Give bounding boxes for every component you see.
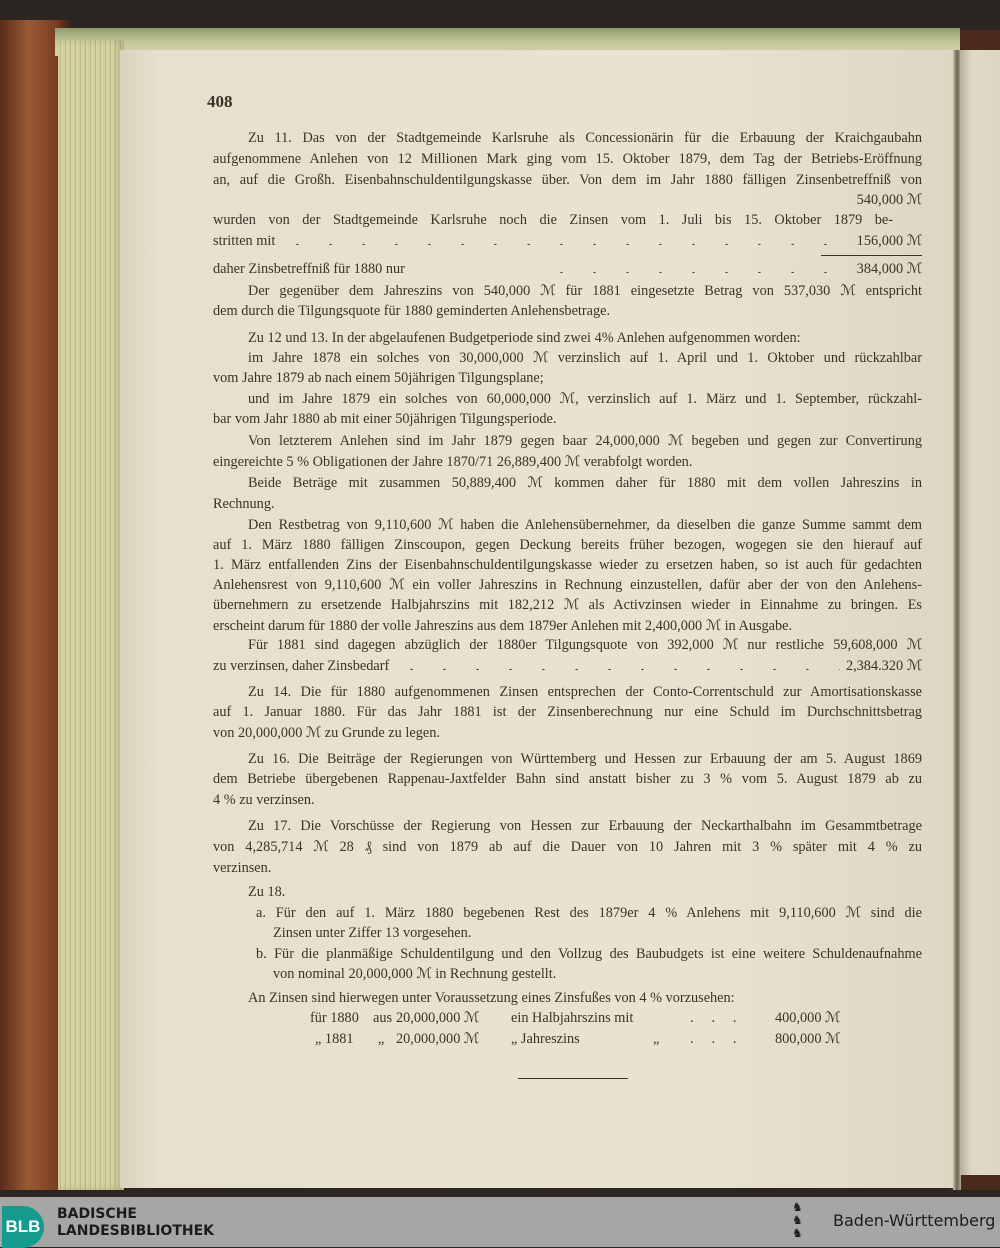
cell-ditto: „ [653,1031,660,1047]
lions-coat-of-arms-icon: ♞ ♞ ♞ [792,1200,803,1240]
leader-label: stritten mit [213,233,276,249]
list-item-b-cont: von nominal 20,000,000 ℳ in Rechnung gestellt. [273,966,557,982]
text-line: von 20,000,000 ℳ zu Grunde zu legen. [213,725,440,741]
cell-desc: ein Halbjahrszins mit [511,1010,634,1026]
leader-amount: 2,384.320 ℳ [845,658,922,674]
text-line: Von letzterem Anlehen sind im Jahr 1879 gegen baar 24,000,000 ℳ begeben und gegen zur Convertirung [248,433,922,449]
text-line: vom Jahre 1879 ab nach einem 50jährigen Tilgungsplane; [213,370,544,386]
text-line: Zu 14. Die für 1880 aufgenommenen Zinsen entsprechen der Conto-Correntschuld zur Amortisationskasse [248,684,922,700]
sum-rule [821,255,922,256]
leader-line [213,231,922,251]
page-side-edges [58,40,124,1190]
text-line: von 4,285,714 ℳ 28 ₰ sind von 1879 ab auf die Dauer von 10 Jahren mit 3 % später mit 4 % zu [213,839,922,855]
text-line: dem Betriebe übergebenen Rappenau-Jaxtfelder Bahn sind anstatt bisher zu 3 % vom 5. August 1879 ab zu [213,771,922,787]
text-line: eingereichte 5 % Obligationen der Jahre 1870/71 26,889,400 ℳ verabfolgt worden. [213,454,693,470]
leader-amount: 156,000 ℳ [856,233,922,249]
cell-amount: 800,000 ℳ [775,1031,841,1047]
text-line: wurden von der Stadtgemeinde Karlsruhe noch die Zinsen vom 1. Juli bis 15. Oktober 1879 be- [213,212,893,228]
text-line: Der gegenüber dem Jahreszins von 540,000 ℳ für 1881 eingesetzte Betrag von 537,030 ℳ entspricht [248,283,922,299]
text-line: Zu 18. [248,884,286,900]
text-line: Zu 11. Das von der Stadtgemeinde Karlsruhe als Concessionärin für die Erbauung der Kraichgaubahn [248,130,922,146]
text-line: verzinsen. [213,860,272,876]
text-line: 1. März entfallenden Zins der Eisenbahnschuldentilgungskasse wieder zu ersetzen haben, so ist auch für gedachten [213,557,922,573]
text-line: erscheint darum für 1880 der volle Jahreszins aus dem 1879er Anlehen mit 2,400,000 ℳ in Ausgabe. [213,618,793,634]
leader-label: daher Zinsbetreffniß für 1880 nur [213,261,405,277]
footer-bar [0,1197,1000,1247]
text-line: bar vom Jahr 1880 ab mit einer 50jährigen Tilgungsperiode. [213,411,557,427]
cell-capital: 20,000,000 ℳ [396,1031,480,1047]
cell-pre: aus [373,1010,393,1026]
amount-line: 540,000 ℳ [856,192,922,208]
text-line: dem durch die Tilgungsquote für 1880 geminderten Anlehensbetrage. [213,303,611,319]
text-line: Beide Beträge mit zusammen 50,889,400 ℳ kommen daher für 1880 mit dem vollen Jahreszins in [248,475,922,491]
text-line: auf 1. März 1880 fälligen Zinscoupon, gegen Deckung bereits früher bezogen, wogegen sie den hierauf auf [213,537,922,553]
text-line: 4 % zu verzinsen. [213,792,315,808]
leader-line [213,656,922,676]
state-name[interactable]: Baden-Württemberg [833,1211,996,1230]
library-name [57,1206,214,1240]
cell-dots: . . . [690,1010,737,1026]
text-line: an, auf die Großh. Eisenbahnschuldentilgungskasse über. Von dem im Jahr 1880 fälligen Zinsenbetreffniß von [213,172,922,188]
cell-year: für 1880 [310,1010,359,1026]
leader-line [213,259,922,279]
text-line: und im Jahre 1879 ein solches von 60,000,000 ℳ, verzinslich auf 1. März und 1. September, rückzahl- [248,391,922,407]
page-number: 408 [207,92,233,111]
text-line: Für 1881 sind dagegen abzüglich der 1880er Tilgungsquote von 392,000 ℳ nur restliche 59,608,000 ℳ [248,637,922,653]
leader-amount: 384,000 ℳ [856,261,922,277]
cell-amount: 400,000 ℳ [775,1010,841,1026]
list-item-a-cont: Zinsen unter Ziffer 13 vorgesehen. [273,925,472,941]
text-line: auf 1. Januar 1880. Für das Jahr 1881 ist der Zinsenberechnung nur eine Schuld im Durchschnittsbetrag [213,704,922,720]
leader-label: zu verzinsen, daher Zinsbedarf [213,658,390,674]
text-line: Zu 16. Die Beiträge der Regierungen von Württemberg und Hessen zur Erbauung der am 5. August 1869 [248,751,922,767]
text-line: Zu 17. Die Vorschüsse der Regierung von Hessen zur Erbauung der Neckarthalbahn im Gesammtbetrage [248,818,922,834]
list-item-b: b. Für die planmäßige Schuldentilgung und den Vollzug des Baubudgets ist eine weitere Schuldenaufnahme [256,946,922,962]
library-name-line-2: LANDESBIBLIOTHEK [57,1223,215,1239]
next-page-edge [960,50,1000,1175]
text-line: Rechnung. [213,496,275,512]
blb-logo[interactable]: BLB [2,1206,44,1248]
library-name-line-1: BADISCHE [57,1206,137,1222]
end-rule [518,1078,628,1079]
text-line: Zu 12 und 13. In der abgelaufenen Budgetperiode sind zwei 4% Anlehen aufgenommen worden: [248,330,801,346]
text-line: aufgenommene Anlehen von 12 Millionen Mark ging vom 15. Oktober 1879, dem Tag der Betriebs-Eröffnung [213,151,922,167]
cell-capital: 20,000,000 ℳ [396,1010,480,1026]
cell-dots: . . . [690,1031,737,1047]
text-line: übernehmern zu ersetzende Halbjahrszins mit 182,212 ℳ als Activzinsen wieder in Einnahme zu bringen. Es [213,597,922,613]
dot-leader [545,263,851,273]
list-item-a: a. Für den auf 1. März 1880 begebenen Rest des 1879er 4 % Anlehens mit 9,110,600 ℳ sind die [256,905,922,921]
cell-desc: „ Jahreszins [511,1031,580,1047]
text-line: im Jahre 1878 ein solches von 30,000,000 ℳ verzinslich auf 1. April und 1. Oktober und rückzahlbar [248,350,922,366]
text-line: An Zinsen sind hierwegen unter Voraussetzung eines Zinsfußes von 4 % vorzusehen: [248,990,735,1006]
text-line: Den Restbetrag von 9,110,600 ℳ haben die Anlehensübernehmer, da dieselben die ganze Summe sammt dem [248,517,922,533]
cell-pre: „ [378,1031,385,1047]
text-line: Anlehensrest von 9,110,600 ℳ ein voller Jahreszins in Rechnung einzustellen, dafür aber der von den Anlehens- [213,577,922,593]
cell-year: „ 1881 [315,1031,354,1047]
dot-leader [395,660,840,670]
dot-leader [281,235,850,245]
